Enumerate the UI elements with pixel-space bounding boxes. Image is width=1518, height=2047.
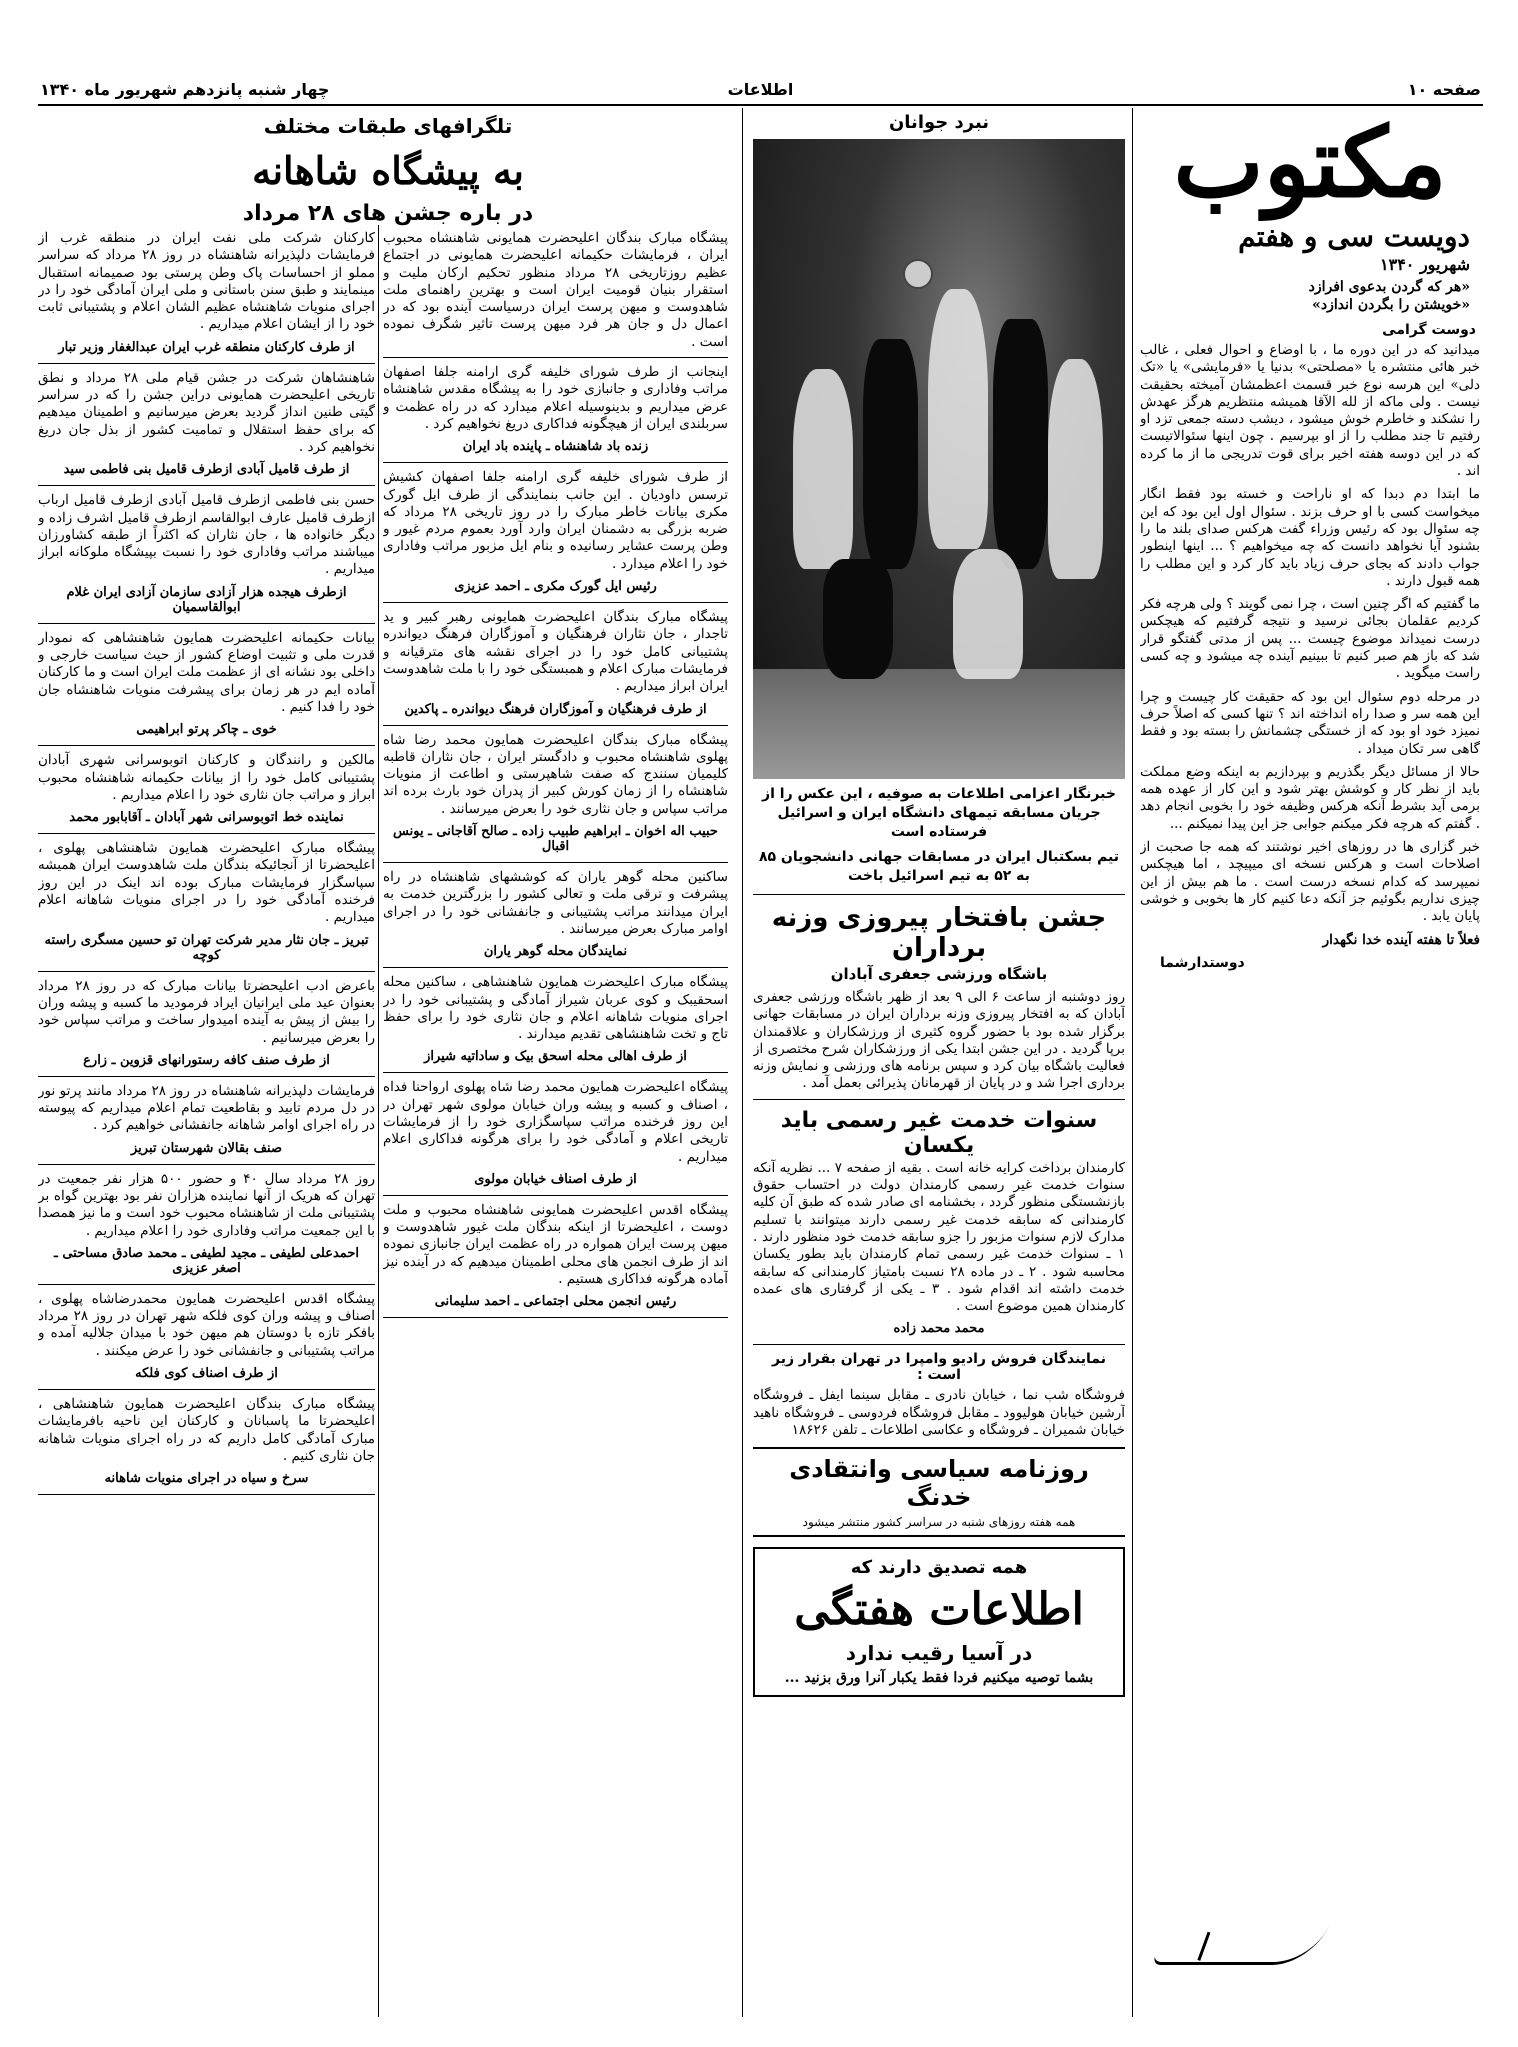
telegram-text: شاهنشاهان شرکت در جشن قیام ملی ۲۸ مرداد و نطق تاریخی اعلیحضرت همایونی دراین جشن را که در سراسر گیتی طنین انداز گردید بعرض میرسانیم و اطمینان میدهیم که برای حفظ استقلال و تمامیت کشور از بذل جان دریغ نخواهیم کرد . — [38, 369, 375, 455]
service-article: کارمندان برداخت کرایه خانه است . بقیه از صفحه ۷ ... نظریه آنکه سنوات خدمت غیر رسمی کارمندان دولت در احتساب حقوق بازنشستگی منظور گردد ، بخشنامه ای صادر شده که طبق آن کلیه کارمندانی که سابقه خدمت غیر رسمی دارند میتوانند با تسلیم مدارک لازم سنوات مزبور را جزو سابقه خدمت خود منظور دارند . ۱ ـ سنوات خدمت غیر رسمی تمام کارمندان باید بطور یکسان محاسبه شود . ۲ ـ در ماده ۲۸ نسبت بامتیاز کارمندانی که سابقه خدمت داشته اند اقدام شود . ۳ ـ یکی از گرفتاری های عمده کارمندان همین موضوع است . — [753, 1159, 1125, 1315]
weightlifting-article: روز دوشنبه از ساعت ۶ الی ۹ بعد از ظهر باشگاه ورزشی جعفری آبادان که به افتخار پیروزی وزنه برداران ایران در مسابقات جهانی برگزار شده بود با حضور گروه کثیری از ورزشکاران و علاقمندان برپا گردید . در این جشن ابتدا یکی از ورزشکاران شرح مختصری از فعالیت باشگاه بیان کرد و سپس برنامه های ورزشی و نمایش وزنه برداری اجرا شد و در پایان از قهرمانان پذیرائی بعمل آمد . — [753, 989, 1125, 1092]
basketball-photo — [753, 139, 1125, 779]
poem-line: «خویشتن را بگردن اندازد» — [1312, 297, 1470, 313]
telegram-signature: از طرف کارکنان منطقه غرب ایران عبدالغفار وزیر تبار — [58, 339, 355, 355]
telegram-text: ساکنین محله گوهر یاران که کوششهای شاهنشاه در راه پیشرفت و ترقی ملت و تعالی کشور را بزرگترین خدمت به ایران میدانند مراتب پشتیبانی و جانفشانی خود را در اجرای اوامر مبارک بعرض میرسانند . — [383, 869, 728, 937]
telegram-signature: تبریز ـ جان نثار مدیر شرکت تهران تو حسین مسگری راسته کوچه — [44, 932, 369, 963]
telegram-text: پیشگاه مبارک بندگان اعلیحضرت همایونی شاهنشاه محبوب ایران ، فرمایشات حکیمانه اعلیحضرت همایونی در اجتماع عظیم روزتاریخی ۲۸ مرداد منظور تحکیم ارکان ملیت و استقرار بنیان قومیت ایران است و بهترین راهنمای ملت شاهدوست و میهن پرست ایران درسیاست آینده بود که در اعمال دل و جان هر فرد میهن پرست تاثیر شگرف نموده است . — [383, 230, 728, 350]
maktub-paragraph: در مرحله دوم سئوال این بود که حقیقت کار چیست و چرا این همه سر و صدا راه انداخته اند ؟ تنها کسی که اصلاً حرف نمیزد خود او بود که از خستگی چشمانش را بسته بود و فقط گاهی سر تکان میداد . — [1140, 688, 1480, 757]
telegram-text: پیشگاه مبارک بندگان اعلیحضرت همایون محمد رضا شاه پهلوی شاهنشاه محبوب و دادگستر ایران ، جان نثاران قاطبه کلیمیان سنندج که صفت شاهپرستی و اطاعت از منویات شاهنشاه را از زمان کورش کبیر از پدران خود بارث برده اند مراتب سپاس و جان نثاری خود را بعرض میرسانند . — [383, 731, 728, 817]
khadang-title: روزنامه سیاسی وانتقادی خدنگ — [789, 1455, 1089, 1512]
weekly-ad-line1: همه تصدیق دارند که — [850, 1557, 1028, 1579]
page-header — [38, 70, 1483, 106]
telegram-text: پیشگاه مبارک اعلیحضرت همایون شاهنشاهی ، ساکنین محله اسحقیبک و کوی عربان شیراز آمادگی و پشتیبانی خود را در اجرای منویات شاهانه اعلام و جان نثاری خود را برای حفظ تاج و تخت شاهنشاهی تقدیم میدارند . — [383, 974, 728, 1043]
telegram-text: کارکنان شرکت ملی نفت ایران در منطقه غرب از فرمایشات دلپذیرانه شاهنشاه در روز ۲۸ مرداد که سراسر مملو از احساسات پاک وطن پرستی بود صمیمانه استقبال مینمایند و طبق سنن باستانی و ملی ایران آمادگی خود را در اجرای منویات شاهنشاه عظیم الشان اعلام و پشتیبانی ثابت خود را از ایشان اعلام میداریم . — [38, 230, 375, 333]
column-rule — [742, 108, 743, 2017]
telegram-text: پیشگاه مبارک بندگان اعلیحضرت همایون شاهنشاهی ، اعلیحضرتا ما پاسبانان و کارکنان این ناحیه بافرمایشات مبارک آمادگی کامل داریم که در راه اجرای منویات شاهانه جان نثاری کنیم . — [38, 1396, 375, 1464]
maktub-closing: دوستدارشما — [1160, 954, 1245, 971]
telegram-text: باعرض ادب اعلیحضرتا بیانات مبارک که در روز ۲۸ مرداد بعنوان عید ملی ایرانیان ایراد فرمودید ما کسبه و پیشه وران را بیش از پیش به آینده امیدوار ساخت و مراتب سپاس خود را بعرض میرسانیم . — [38, 977, 375, 1046]
maktub-paragraph: میدانید که در این دوره ما ، با اوضاع و احوال فعلی ، غالب خبر هائی منتشره یا «مصلحتی» بدنیا یا «فرمایشی» یا «تک دلی» این هرسه نوع خبر قسمت اعظمشان آمیخته بحقیقت نیست . ولی ماکه از لله الآقا همیشه منتظریم هرگز عهدش را نشکند و خاطرم خوش میشود ، دیشب دسته جمعی تزد او رفتیم تا جند مطلب را از او بپرسیم . چون اینها سئوالاتیست که در این دوسه هفته اخیر برای قوت تدریجی ما از ما کرده اند . — [1140, 342, 1480, 480]
sports-column — [753, 108, 1125, 2015]
radio-ad-title: نمایندگان فروش رادیو وامپرا در تهران بقرار زیر است : — [772, 1351, 1106, 1384]
maktub-paragraph: حالا از مسائل دیگر بگذریم و بپردازیم به اینکه وضع مملکت باید از نظر کار و کوشش بهتر شود و این کار از عهده همه برمی آید بشرط آنکه هرکس وظیفه خود را بخوبی انجام دهد . گفتم که هرچه فکر میکنم جوابی جز این پیدا نمیکنم ... — [1140, 763, 1480, 832]
telegram-text: اینجانب از طرف شورای خلیفه گری ارامنه جلفا اصفهان مراتب وفاداری و جانبازی خود را به پیشگاه مقدس شاهنشاه عرض میداریم و بدینوسیله اعلام میدارد که در راه عظمت و سربلندی ایران از هیچگونه فداکاری دریغ نخواهیم کرد . — [383, 364, 728, 432]
photo-title: نبرد جوانان — [888, 112, 990, 133]
telegram-signature: حبیب اله اخوان ـ ابراهیم طبیب زاده ـ صالح آقاجانی ـ یونس اقبال — [393, 824, 718, 855]
telegram-signature: زنده باد شاهنشاه ـ پاینده باد ایران — [462, 439, 649, 455]
telegram-text: بیانات حکیمانه اعلیحضرت همایون شاهنشاهی که نمودار قدرت ملی و تثبیت اوضاع کشور از حیث سیاست خارجی و داخلی بود نشانه ای از عظمت ملت ایران است و ما کارکنان آماده ایم در هر زمان برای پیشرفت منویات شاهنشاه جان خود را فدا کنیم . — [38, 629, 375, 715]
telegram-text: پیشگاه اعلیحضرت همایون محمد رضا شاه پهلوی ارواحنا فداه ، اصناف و کسبه و پیشه وران خیابان مولوی شهر تهران در این روز فرخنده مراتب سپاسگزاری خود را از فرمایشات تاریخی اعلام و آمادگی خود را برای هرگونه فداکاری اعلام میداریم . — [383, 1079, 728, 1165]
telegram-text: پیشگاه اقدس اعلیحضرت همایون محمدرضاشاه پهلوی ، اصناف و پیشه وران کوی فلکه شهر تهران در روز ۲۸ مرداد بافکر تازه با دوستان هم میهن خود با میدان جلالیه آمده و مراتب پشتیبانی و جانفشانی خود را عرض میکنند . — [38, 1290, 375, 1359]
telegram-signature: ازطرف هیجده هزار آزادی سازمان آزادی ایران غلام ابوالقاسمیان — [66, 584, 347, 615]
telegram-signature: از طرف اهالی محله اسحق بیک و ساداتیه شیراز — [424, 1049, 687, 1065]
column-rule — [1132, 108, 1133, 2017]
telegram-signature: خوی ـ چاکر پرتو ابراهیمی — [136, 722, 277, 738]
weightlifting-headline: جشن بافتخار پیروزی وزنه برداران — [771, 903, 1107, 963]
weekly-ad-name: اطلاعات هفتگی — [794, 1584, 1084, 1636]
maktub-poem — [1140, 278, 1470, 314]
telegrams-heading — [38, 108, 738, 226]
paper-name: اطلاعات — [727, 80, 794, 99]
telegram-text: مالکین و رانندگان و کارکنان اتوبوسرانی شهری آبادان پشتیبانی کامل خود را از بیانات حکیمانه شاهنشاه محبوب ابراز و مراتب جان نثاری خود را اعلام میداریم . — [38, 752, 375, 803]
telegrams-section: تلگرافهای طبقات مختلف — [263, 114, 513, 138]
poem-line: «هر که گردن بدعوی افرازد — [1308, 279, 1470, 295]
issue-date: چهار شنبه پانزدهم شهریور ماه ۱۳۴۰ — [40, 80, 330, 99]
maktub-paragraph: خبر گزاری ها در روزهای اخیر نوشتند که همه جا صحبت از اصلاحات است و هرکس نسخه ای میپیچد ، اما هیچکس نمیپرسد که کدام نسخه درست است . ما هم بیش از این چیزی نداریم بگوئیم جز آنکه دعا کنیم کار ها بخوبی و خوشی پایان یابد . — [1140, 839, 1480, 925]
maktub-paragraph: ما گفتیم که اگر چنین است ، چرا نمی گویند ؟ ولی هرچه فکر کردیم عقلمان بجائی نرسید و نتیجه گرفتیم که هیچکس درست نمیداند موضوع چیست ... پس از مدتی گفتگو قرار شد که باز هم صبر کنیم تا ببینیم آینده چه میشود و چه کسی راست میگوید . — [1140, 596, 1480, 682]
telegram-signature: رئیس ایل گورک مکری ـ احمد عزیزی — [454, 579, 657, 595]
maktub-column — [1140, 108, 1480, 2015]
telegrams-headline: به پیشگاه شاهانه — [252, 148, 524, 193]
khadang-ad — [753, 1447, 1125, 1537]
maktub-paragraph: ما ابتدا دم دبدا که او ناراحت و خسته بود فقط انگار میخواست کسی با او حرف بزند . سئوال اول این بود که این چه سئوال بود که رئیس وزراء گفت هرکس صدای بلند ما را بشنود آیا نخواهد دانست که چه میخواهیم ؟ ... اینها اینطور جواب دادند که بجای حرف زیاد باید کار کرد و این مطلب را همه قبول دارند . — [1140, 486, 1480, 589]
photo-caption-score: تیم بسکتبال ایران در مسابقات جهانی دانشجویان ۸۵ به ۵۲ به تیم اسرائیل باخت — [758, 849, 1120, 884]
signature — [1140, 1915, 1480, 2005]
service-sign: محمد محمد زاده — [893, 1321, 985, 1337]
telegram-signature: رئیس انجمن محلی اجتماعی ـ احمد سلیمانی — [434, 1294, 677, 1310]
page-number: صفحه ۱۰ — [1407, 80, 1481, 99]
radio-ad-text: فروشگاه شب نما ، خیابان نادری ـ مقابل سینما ایفل ـ فروشگاه آرشین خیابان هولیوود ـ مقابل فروشگاه فردوسی ـ فروشگاه ناهید خیابان شمیران ـ فروشگاه و عکاسی اطلاعات ـ تلفن ۱۸۶۲۶ — [753, 1387, 1125, 1439]
telegram-signature: احمدعلی لطیفی ـ مجید لطیفی ـ محمد صادق مساحتی ـ اصغر عزیزی — [54, 1245, 359, 1276]
photo-caption: خبرنگار اعزامی اطلاعات به صوفیه ، این عکس را از جریان مسابقه تیمهای دانشگاه ایران و اسرائیل فرستاده است — [762, 786, 1116, 840]
weekly-ad-line2: در آسیا رقیب ندارد — [845, 1641, 1033, 1666]
service-headline: سنوات خدمت غیر رسمی باید یکسان — [780, 1107, 1098, 1158]
telegrams-column-a — [383, 230, 728, 2015]
telegram-signature: از طرف فرهنگیان و آموزگاران فرهنگ دیواندره ـ پاکدین — [404, 701, 707, 717]
telegrams-subhead: در باره جشن های ۲۸ مرداد — [242, 201, 534, 226]
maktub-number: دویست سی و هفتم — [1238, 220, 1470, 253]
telegram-signature: سرخ و سیاه در اجرای منویات شاهانه — [104, 1471, 309, 1487]
weekly-ad-line3: بشما توصیه میکنیم فردا فقط یکبار آنرا ورق بزنید ... — [784, 1670, 1094, 1687]
telegram-text: از طرف شورای خلیفه گری ارامنه جلفا اصفهان کشیش ترسس داودیان . این جانب بنمایندگی از طرف ایل گورک مکری بیانات خاطر مبارک را در روز تاریخی ۲۸ مرداد که ضربه بزرگی به دشمنان ایران وارد آورد بعموم مردم غیور و وطن پرست عشایر رسانیده و بنام ایل مزبور مراتب وفاداری خود را اعلام میدارد . — [383, 469, 728, 572]
telegram-signature: نمایندگان محله گوهر یاران — [483, 944, 628, 960]
telegram-text: فرمایشات دلپذیرانه شاهنشاه در روز ۲۸ مرداد مانند پرتو نور در دل مردم تابید و بقاطعیت تمام اعلام میداریم که پیوسته در راه اجرای اوامر شاهانه جانفشانی خواهیم کرد . — [38, 1082, 375, 1134]
weekly-ad — [753, 1547, 1125, 1697]
column-rule — [378, 225, 379, 2017]
telegram-text: پیشگاه مبارک بندگان اعلیحضرت همایونی رهبر کبیر و ید تاجدار ، جان نثاران فرهنگیان و آموزگاران فرهنگ دیواندره پشتیبانی کامل خود را در اجرای نقشه های مترقیانه و فرمایشات مبارک اعلام و همبستگی خود را با ملت شاهدوست ایران ابراز میداریم . — [383, 609, 728, 695]
telegram-text: حسن بنی فاطمی ازطرف قامیل آبادی ازطرف قامیل ارباب ازطرف قامیل عارف ابوالقاسم ازطرف قامیل اشرف زاده و دیگر خانواده ها ، جان نثاران که اکثراً از طبقه کشاورزان میباشند مراتب وفاداری خود را نسبت بپیشگاه ملوکانه ابراز میداریم . — [38, 492, 375, 578]
telegram-text: پیشگاه اقدس اعلیحضرت همایونی شاهنشاه محبوب و ملت دوست ، اعلیحضرتا از اینکه بندگان ملت غیور شاهدوست و میهن پرست ایران همواره در راه عظمت ایران جانبازی نموده اند از طرف انجمن های محلی اطمینان میدهیم که در آینده نیز آماده هرگونه فداکاری هستیم . — [383, 1201, 728, 1288]
weightlifting-subhead: باشگاه ورزشی جعفری آبادان — [830, 965, 1048, 983]
maktub-date: شهریور ۱۳۴۰ — [1380, 255, 1470, 274]
telegram-signature: از طرف قامیل آبادی ازطرف قامیل بنی فاطمی سید — [63, 462, 350, 478]
telegram-signature: از طرف اصناف کوی فلکه — [135, 1366, 278, 1382]
telegram-signature: از طرف اصناف خیابان مولوی — [474, 1171, 637, 1187]
telegram-signature: صنف بقالان شهرستان تبریز — [131, 1140, 282, 1156]
telegram-text: روز ۲۸ مرداد سال ۴۰ و حضور ۵۰۰ هزار نفر جمعیت در تهران که هریک از آنها نماینده هزاران نفر بود بهترین گواه بر پشتیبانی ملت از شاهنشاه محبوب خود است و ما نیز همصدا با این جمعیت مراتب وفاداری خود را اعلام میداریم . — [38, 1170, 375, 1239]
khadang-sub: همه هفته روزهای شنبه در سراسر کشور منتشر میشود — [802, 1515, 1076, 1530]
maktub-title: مکتوب — [1173, 108, 1447, 219]
telegrams-column-b — [38, 230, 375, 2015]
telegram-signature: نماینده خط اتوبوسرانی شهر آبادان ـ آقابابور محمد — [69, 810, 344, 826]
telegram-text: پیشگاه مبارک اعلیحضرت همایون شاهنشاهی پهلوی ، اعلیحضرتا از آنجائیکه بندگان ملت شاهدوست ایران همیشه سپاسگزار فرمایشات مبارک بوده اند اینک در این روز فرخنده آمادگی خود را در اجرای منویات شاهانه اعلام میداریم . — [38, 840, 375, 926]
maktub-greeting: دوست گرامی — [1382, 322, 1476, 338]
maktub-paragraph: فعلاً تا هفته آینده خدا نگهدار — [1322, 931, 1480, 948]
telegram-signature: از طرف صنف کافه رستورانهای قزوین ـ زارع — [83, 1052, 330, 1068]
